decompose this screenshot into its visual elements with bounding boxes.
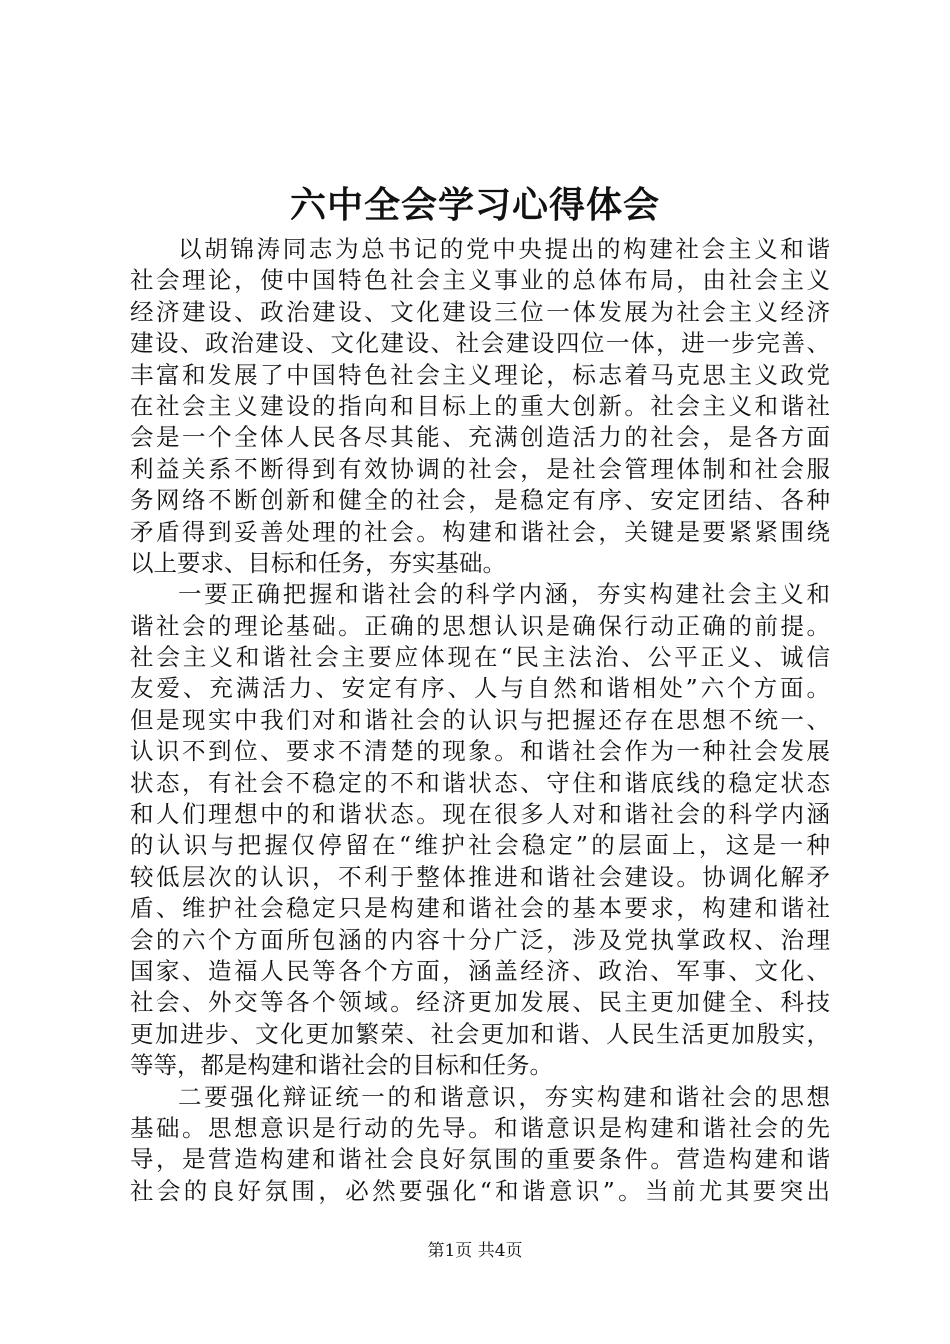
text-line: 在社会主义建设的指向和目标上的重大创新。社会主义和谐社 [130,391,830,420]
text-line: 更加进步、文化更加繁荣、社会更加和谐、人民生活更加殷实， [130,1019,830,1048]
text-line: 状态，有社会不稳定的不和谐状态、守住和谐底线的稳定状态 [130,768,830,797]
text-line: 认识不到位、要求不清楚的现象。和谐社会作为一种社会发展 [130,737,830,766]
text-line: 会的六个方面所包涵的内容十分广泛，涉及党执掌政权、治理 [130,925,830,954]
text-line: 经济建设、政治建设、文化建设三位一体发展为社会主义经济 [130,297,830,326]
text-line: 较低层次的认识，不利于整体推进和谐社会建设。协调化解矛 [130,862,830,891]
text-line: 和人们理想中的和谐状态。现在很多人对和谐社会的科学内涵 [130,800,830,829]
text-line: 矛盾得到妥善处理的社会。构建和谐社会，关键是要紧紧围绕 [130,517,830,546]
text-line: 友爱、充满活力、安定有序、人与自然和谐相处”六个方面。 [130,674,830,703]
page-number-footer: 第1页 共4页 [427,1241,523,1261]
text-line: 盾、维护社会稳定只是构建和谐社会的基本要求，构建和谐社 [130,894,830,923]
text-line: 谐社会的理论基础。正确的思想认识是确保行动正确的前提。 [130,611,830,640]
text-line: 一要正确把握和谐社会的科学内涵，夯实构建社会主义和 [178,580,830,609]
document-title: 六中全会学习心得体会 [289,184,660,226]
text-line: 基础。思想意识是行动的先导。和谐意识是构建和谐社会的先 [130,1113,830,1142]
document-body [130,234,830,1207]
text-line: 丰富和发展了中国特色社会主义理论，标志着马克思主义政党 [130,360,830,389]
text-line: 国家、造福人民等各个方面，涵盖经济、政治、军事、文化、 [130,956,830,985]
text-line: 的认识与把握仅停留在“维护社会稳定”的层面上，这是一种 [130,831,830,860]
text-line: 社会、外交等各个领域。经济更加发展、民主更加健全、科技 [130,988,830,1017]
text-line: 二要强化辩证统一的和谐意识，夯实构建和谐社会的思想 [178,1082,830,1111]
text-line: 利益关系不断得到有效协调的社会，是社会管理体制和社会服 [130,454,830,483]
text-line: 等等，都是构建和谐社会的目标和任务。 [130,1051,553,1080]
text-line: 以胡锦涛同志为总书记的党中央提出的构建社会主义和谐 [178,235,830,263]
text-line: 社会主义和谐社会主要应体现在“民主法治、公平正义、诚信 [130,643,830,672]
text-line: 但是现实中我们对和谐社会的认识与把握还存在思想不统一、 [130,705,830,734]
text-line: 以上要求、目标和任务，夯实基础。 [130,548,506,577]
text-line: 社会的良好氛围，必然要强化“和谐意识”。当前尤其要突出 [130,1176,830,1205]
text-line: 导，是营造构建和谐社会良好氛围的重要条件。营造构建和谐 [130,1145,830,1174]
text-line: 社会理论，使中国特色社会主义事业的总体布局，由社会主义 [130,266,830,295]
text-line: 建设、政治建设、文化建设、社会建设四位一体，进一步完善、 [130,329,830,358]
text-line: 务网络不断创新和健全的社会，是稳定有序、安定团结、各种 [130,486,830,515]
text-line: 会是一个全体人民各尽其能、充满创造活力的社会，是各方面 [130,423,830,452]
